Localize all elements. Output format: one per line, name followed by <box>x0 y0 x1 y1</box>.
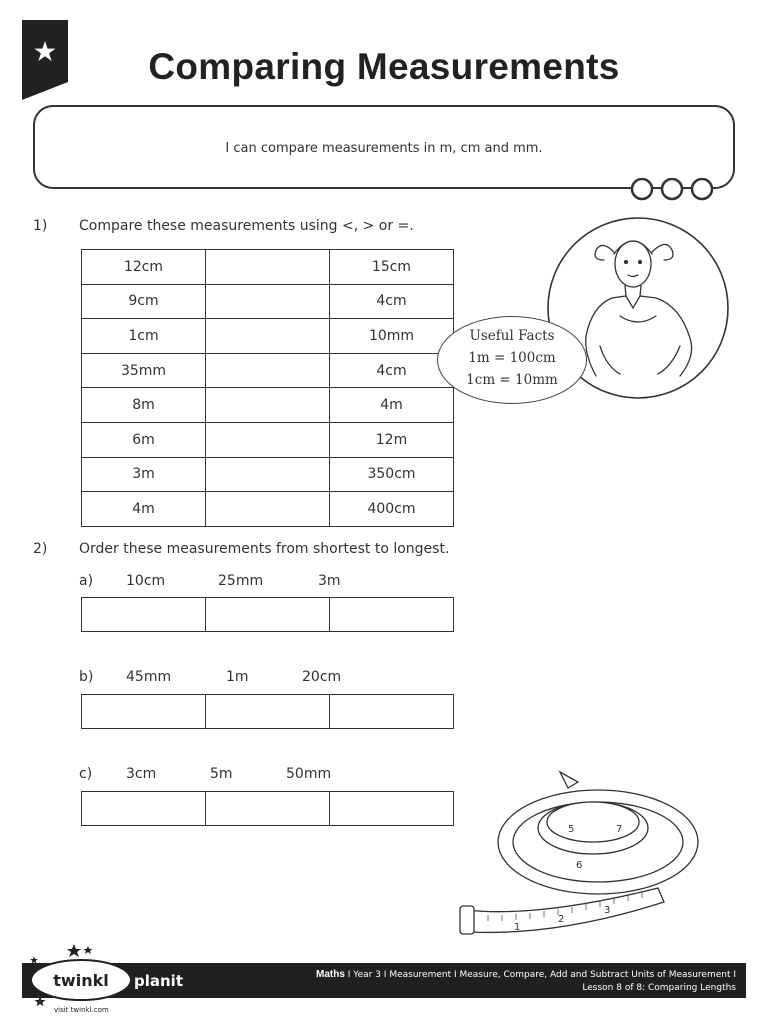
measurement-value: 25mm <box>218 573 264 589</box>
useful-fact-1: 1m = 100cm <box>468 350 556 366</box>
twinkl-logo[interactable] <box>26 942 216 1016</box>
table-row <box>82 457 454 492</box>
left-value: 4m <box>82 492 206 527</box>
table-row <box>82 319 454 354</box>
tape-number: 6 <box>576 860 583 871</box>
visit-twinkl-text: visit twinkl.com <box>54 1006 109 1014</box>
right-value: 15cm <box>330 250 454 285</box>
tape-number: 5 <box>568 824 575 835</box>
tape-number: 2 <box>558 914 565 925</box>
left-value: 3m <box>82 457 206 492</box>
left-value: 12cm <box>82 250 206 285</box>
measurement-value: 10cm <box>126 573 166 589</box>
order-part-b <box>79 669 341 685</box>
objective-text: I can compare measurements in m, cm and mm. <box>225 141 543 156</box>
question-1-prompt: Compare these measurements using <, > or =. <box>79 218 414 234</box>
table-row <box>82 492 454 527</box>
decorative-circles-icon <box>630 178 714 202</box>
footer-text <box>316 968 736 995</box>
measurement-value: 20cm <box>302 669 342 685</box>
left-value: 8m <box>82 388 206 423</box>
right-value: 10mm <box>330 319 454 354</box>
part-label: a) <box>79 573 94 589</box>
answer-cell[interactable] <box>206 792 330 826</box>
answer-cell[interactable] <box>206 695 330 729</box>
left-value: 9cm <box>82 284 206 319</box>
question-2-number: 2) <box>33 541 48 557</box>
right-value: 4m <box>330 388 454 423</box>
part-label: b) <box>79 669 94 685</box>
measurement-value: 45mm <box>126 669 172 685</box>
order-answer-row <box>81 791 454 826</box>
right-value: 400cm <box>330 492 454 527</box>
question-2-prompt: Order these measurements from shortest to longest. <box>79 541 450 557</box>
answer-cell[interactable] <box>206 598 330 632</box>
footer-subject: Maths <box>316 969 345 980</box>
answer-cell[interactable] <box>330 695 454 729</box>
table-row <box>82 422 454 457</box>
measurement-value: 50mm <box>286 766 332 782</box>
left-value: 6m <box>82 422 206 457</box>
tape-measure-illustration <box>458 770 708 940</box>
answer-cell[interactable] <box>82 695 206 729</box>
measurement-value: 5m <box>210 766 233 782</box>
footer-line-2: Lesson 8 of 8: Comparing Lengths <box>582 983 736 993</box>
twinkl-wordmark: twinkl <box>53 971 109 990</box>
page-title: Comparing Measurements <box>148 46 620 87</box>
answer-cell[interactable] <box>206 388 330 423</box>
useful-facts-bubble <box>437 316 587 404</box>
useful-fact-2: 1cm = 10mm <box>466 372 558 388</box>
order-part-a <box>79 573 341 589</box>
tape-number: 7 <box>616 824 623 835</box>
table-row <box>82 353 454 388</box>
left-value: 1cm <box>82 319 206 354</box>
answer-cell[interactable] <box>82 598 206 632</box>
answer-cell[interactable] <box>206 319 330 354</box>
answer-cell[interactable] <box>82 792 206 826</box>
answer-cell[interactable] <box>206 284 330 319</box>
order-answer-row <box>81 694 454 729</box>
tape-number: 3 <box>604 905 611 916</box>
planit-wordmark: planit <box>134 972 183 990</box>
order-answer-row <box>81 597 454 632</box>
measurement-value: 3m <box>318 573 341 589</box>
objective-box <box>33 105 735 189</box>
answer-cell[interactable] <box>330 598 454 632</box>
table-row <box>82 388 454 423</box>
answer-cell[interactable] <box>206 492 330 527</box>
answer-cell[interactable] <box>206 422 330 457</box>
tape-number: 1 <box>514 922 521 933</box>
answer-cell[interactable] <box>330 792 454 826</box>
answer-cell[interactable] <box>206 353 330 388</box>
left-value: 35mm <box>82 353 206 388</box>
table-row <box>82 250 454 285</box>
question-1-number: 1) <box>33 218 48 234</box>
comparison-table <box>81 249 454 527</box>
right-value: 350cm <box>330 457 454 492</box>
measurement-value: 3cm <box>126 766 157 782</box>
table-row <box>82 284 454 319</box>
answer-cell[interactable] <box>206 457 330 492</box>
answer-cell[interactable] <box>206 250 330 285</box>
useful-facts-title: Useful Facts <box>469 328 555 344</box>
order-part-c <box>79 766 331 782</box>
footer-line-1: I Year 3 I Measurement I Measure, Compare, Add and Subtract Units of Measurement I <box>344 970 736 980</box>
right-value: 12m <box>330 422 454 457</box>
part-label: c) <box>79 766 93 782</box>
right-value: 4cm <box>330 284 454 319</box>
right-value: 4cm <box>330 353 454 388</box>
measurement-value: 1m <box>226 669 249 685</box>
